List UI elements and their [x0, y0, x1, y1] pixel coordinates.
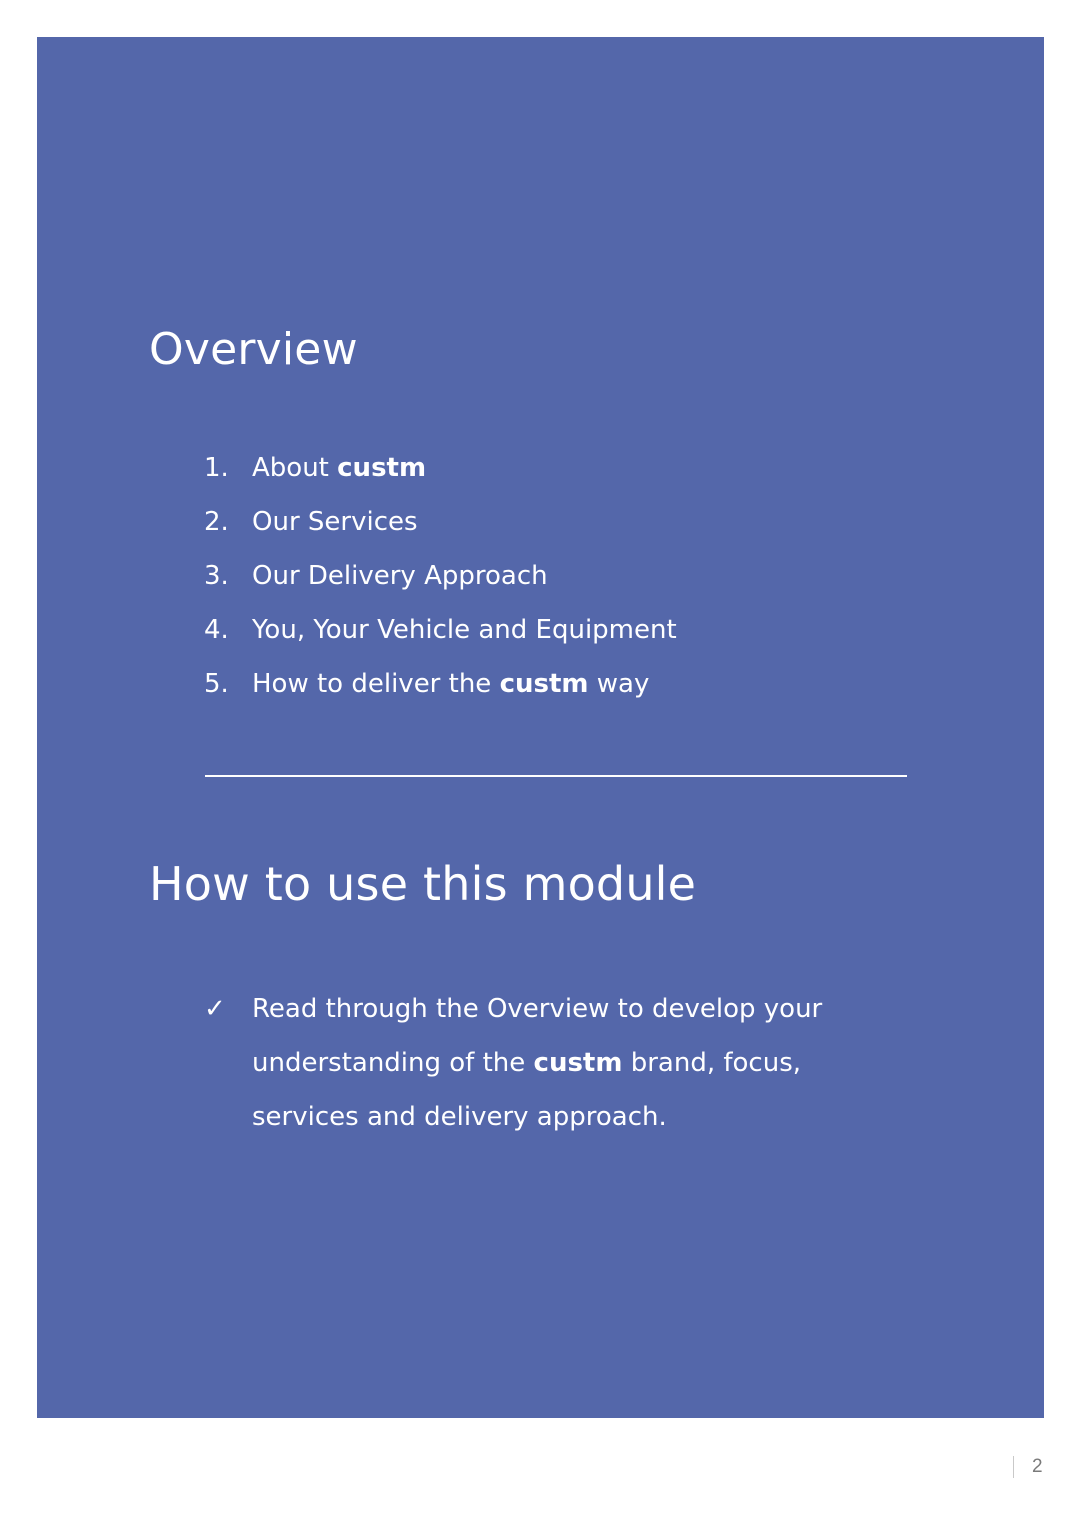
list-number: 3.	[204, 561, 229, 591]
brand-name: custm	[337, 453, 427, 483]
checklist-text-before: Read through the Overview to develop your understanding of the	[252, 994, 823, 1078]
module-title: How to use this module	[149, 857, 697, 911]
overview-item-3	[204, 556, 677, 610]
list-number: 4.	[204, 615, 229, 645]
list-text: You, Your Vehicle and Equipment	[252, 615, 677, 645]
overview-title: Overview	[149, 324, 358, 375]
brand-name: custm	[533, 1048, 623, 1078]
footer-divider	[1013, 1456, 1014, 1478]
list-text: How to deliver the	[252, 669, 500, 699]
checklist-text-after: brand, focus, services and delivery approach.	[252, 1048, 801, 1132]
page-footer	[1013, 1455, 1043, 1479]
list-number: 2.	[204, 507, 229, 537]
section-divider	[205, 775, 907, 777]
page-number: 2	[1032, 1456, 1043, 1477]
list-number: 5.	[204, 669, 229, 699]
checklist-item	[204, 982, 844, 1144]
overview-item-1	[204, 448, 677, 502]
overview-item-5	[204, 664, 677, 718]
overview-item-4	[204, 610, 677, 664]
list-text: Our Delivery Approach	[252, 561, 548, 591]
list-text-after: way	[588, 669, 650, 699]
list-text: About	[252, 453, 338, 483]
brand-name: custm	[499, 669, 589, 699]
list-text: Our Services	[252, 507, 418, 537]
checkmark-icon: ✓	[204, 994, 226, 1024]
list-number: 1.	[204, 453, 229, 483]
overview-item-2	[204, 502, 677, 556]
overview-panel	[37, 37, 1044, 1418]
overview-list	[204, 448, 677, 718]
checklist-text	[252, 982, 844, 1144]
